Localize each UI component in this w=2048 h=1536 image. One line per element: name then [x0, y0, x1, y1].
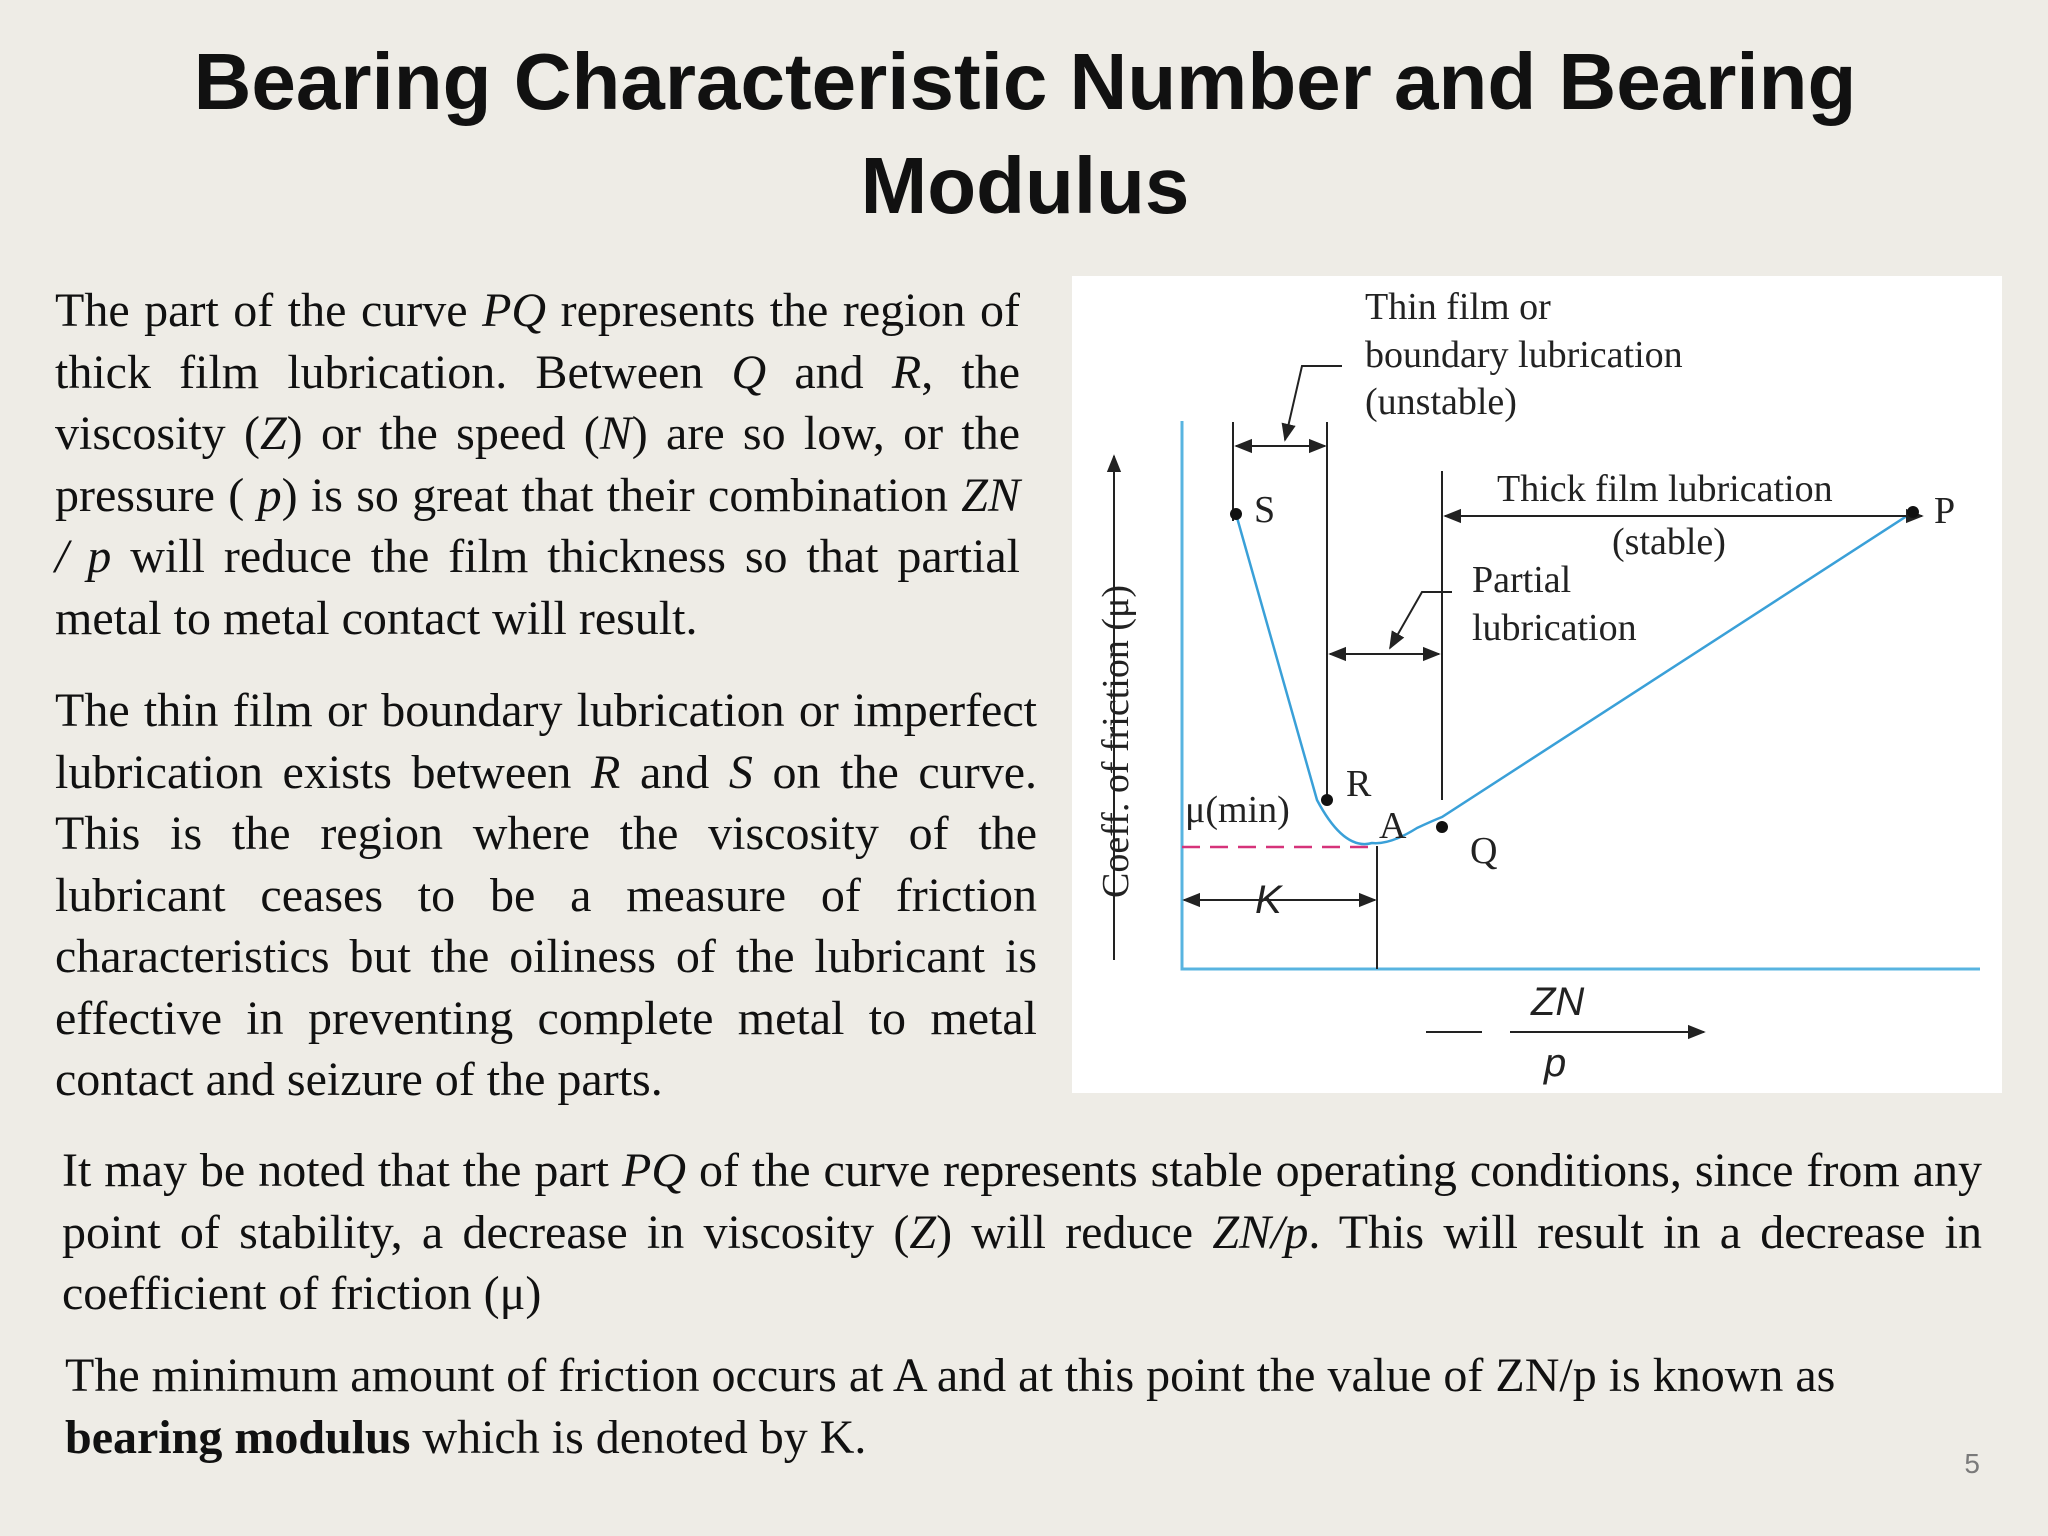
- text-run: PQ: [622, 1144, 686, 1197]
- text-run: R: [591, 745, 621, 799]
- point-r-marker: [1321, 794, 1333, 806]
- text-run: ZN/p: [1212, 1205, 1309, 1259]
- mu-min-label: μ(min): [1185, 789, 1290, 831]
- thick-film-label-line-2: (stable): [1612, 521, 1726, 563]
- point-r-label: R: [1346, 763, 1372, 805]
- paragraph-thick-film: [55, 280, 1020, 649]
- paragraph-stable-conditions: [62, 1140, 1982, 1325]
- y-axis-label: Coeff. of friction (μ): [1095, 584, 1137, 898]
- text-run: , the viscosity (: [55, 345, 1020, 460]
- paragraph-bearing-modulus: [65, 1345, 1985, 1468]
- text-run: S: [728, 745, 753, 799]
- text-run: which is denoted by K.: [410, 1410, 867, 1464]
- text-run: The part of the curve: [55, 284, 483, 337]
- text-run: p: [257, 468, 282, 522]
- text-run: and: [620, 745, 729, 799]
- page-number: 5: [1964, 1448, 1980, 1479]
- bearing-modulus-term: bearing modulus: [65, 1410, 411, 1464]
- friction-curve: [1236, 512, 1913, 844]
- text-run: ) will reduce: [936, 1205, 1213, 1259]
- paragraph-thin-film: [55, 680, 1037, 1111]
- point-q-marker: [1436, 821, 1448, 833]
- text-run: The minimum amount of friction occurs at A and at this point the value of ZN/p is known as: [65, 1349, 1836, 1402]
- point-s-label: S: [1254, 489, 1276, 531]
- text-run: PQ: [482, 284, 547, 337]
- text-run: on the curve. This is the region where the viscosity of the lubricant ceases to be a measure of friction characteristics but the oiliness of the lubricant is effective in preventing complete metal to metal contact and seizure of the parts.: [55, 745, 1038, 1106]
- point-q-label: Q: [1470, 830, 1498, 872]
- text-run: It may be noted that the part: [62, 1144, 622, 1197]
- text-run: R: [891, 345, 922, 399]
- point-a-label: A: [1379, 805, 1407, 847]
- friction-curve-figure: [1072, 276, 2002, 1093]
- point-s-marker: [1230, 508, 1242, 520]
- text-run: Z: [909, 1205, 937, 1259]
- thick-film-label-line-1: Thick film lubrication: [1497, 468, 1833, 510]
- thin-film-label-line-2: boundary lubrication: [1365, 334, 1683, 376]
- text-run: Z: [259, 407, 287, 460]
- text-run: ) or the speed (: [286, 407, 600, 460]
- text-run: of the curve represents stable operating conditions, since from any point of stability, a decrease in viscosity (: [62, 1144, 1983, 1259]
- point-p-label: P: [1934, 490, 1956, 532]
- x-axis-denominator: p: [1544, 1041, 1567, 1085]
- point-p-marker: [1907, 506, 1919, 518]
- text-run: . This will result in a decrease in coefficient of friction (μ): [62, 1205, 1983, 1320]
- text-run: N: [599, 407, 632, 460]
- partial-label-line-1: Partial: [1472, 559, 1572, 601]
- text-run: ) is so great that their combination: [281, 468, 962, 522]
- x-axis-numerator: ZN: [1531, 980, 1585, 1024]
- text-run: The thin film or boundary lubrication or imperfect lubrication exists between: [55, 684, 1037, 799]
- text-run: and: [766, 345, 892, 399]
- thin-film-label-line-3: (unstable): [1365, 381, 1517, 423]
- slide-title: Bearing Characteristic Number and Bearing Modulus: [193, 37, 1857, 230]
- text-run: represents the region of thick film lubrication. Between: [55, 284, 1021, 399]
- text-run: Q: [731, 345, 767, 399]
- partial-label-line-2: lubrication: [1472, 607, 1637, 649]
- text-run: will reduce the film thickness so that partial metal to metal contact will result.: [55, 530, 1020, 645]
- text-run: ) are so low, or the pressure (: [55, 407, 1020, 522]
- text-run: ZN / p: [55, 468, 1021, 583]
- friction-curve-svg: [1072, 276, 2002, 1093]
- thin-film-label-line-1: Thin film or: [1365, 286, 1551, 328]
- k-label: K: [1255, 878, 1282, 922]
- thin-film-leader: [1285, 366, 1342, 440]
